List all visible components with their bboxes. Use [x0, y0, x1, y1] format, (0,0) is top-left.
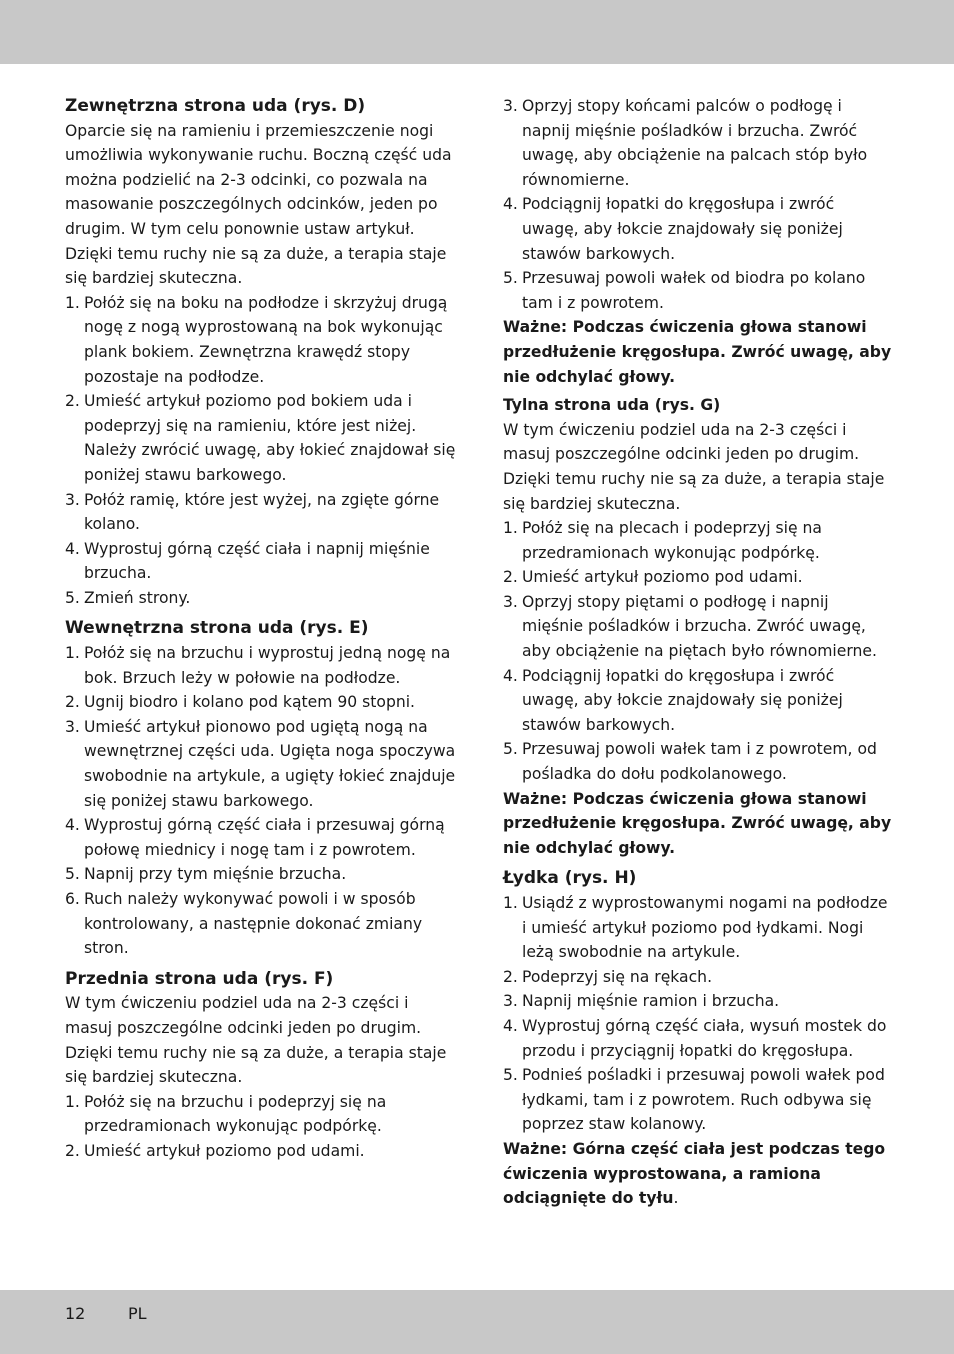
list-item: 2. Podeprzyj się na rękach.: [503, 967, 713, 986]
list-item: 5. Podnieś pośladki i przesuwaj powoli wałek pod łydkami, tam i z powrotem. Ruch odbywa się poprzez staw kolanowy.: [503, 1066, 885, 1134]
list-item: 4. Podciągnij łopatki do kręgosłupa i zwróć uwagę, aby łokcie znajdowały się poniżej stawów barkowych.: [503, 195, 843, 263]
list-item: 1. Połóż się na plecach i podeprzyj się na przedramionach wykonując podpórkę.: [503, 519, 822, 562]
steps-thigh-back: [503, 516, 893, 787]
page-number: 12: [65, 1304, 86, 1323]
important-note-back: Ważne: Podczas ćwiczenia głowa stanowi przedłużenie kręgosłupa. Zwróć uwagę, aby nie odchylać głowy.: [503, 789, 892, 857]
section-title-thigh-front: Przednia strona uda (rys. F): [65, 968, 334, 989]
section-title-thigh-outer: Zewnętrzna strona uda (rys. D): [65, 96, 366, 116]
section-intro-thigh-front: W tym ćwiczeniu podziel uda na 2-3 części i masuj poszczególne odcinki jeden po drugim. Dzięki temu ruchy nie są za duże, a terapia staje się bardziej skuteczna.: [65, 994, 447, 1087]
list-item: 5. Przesuwaj powoli wałek od biodra po kolano tam i z powrotem.: [503, 269, 866, 312]
list-item: 4. Wyprostuj górną część ciała i przesuwaj górną połowę miednicy i nogę tam i z powrotem.: [65, 816, 445, 859]
list-item: 3. Oprzyj stopy końcami palców o podłogę i napnij mięśnie pośladków i brzucha. Zwróć uwagę, aby obciążenie na palcach stóp było równomierne.: [503, 97, 868, 189]
list-item: 2. Umieść artykuł poziomo pod bokiem uda i podeprzyj się na ramieniu, które jest niżej. Należy zwrócić uwagę, aby łokieć znajdował się poniżej stawu barkowego.: [65, 392, 456, 484]
list-item: 1. Połóż się na brzuchu i wyprostuj jedną nogę na bok. Brzuch leży w połowie na podłodze.: [65, 644, 451, 687]
left-column: [65, 94, 457, 1164]
steps-thigh-inner: [65, 641, 457, 961]
list-item: 2. Umieść artykuł poziomo pod udami.: [503, 568, 803, 587]
list-item: 5. Napnij przy tym mięśnie brzucha.: [65, 865, 347, 884]
steps-thigh-front-continued: [503, 94, 893, 315]
list-item: 6. Ruch należy wykonywać powoli i w sposób kontrolowany, a następnie dokonać zmiany stron.: [65, 890, 423, 958]
language-code: PL: [128, 1304, 147, 1323]
steps-thigh-outer: [65, 291, 457, 611]
list-item: 2. Ugnij biodro i kolano pod kątem 90 stopni.: [65, 693, 416, 712]
list-item: 2. Umieść artykuł poziomo pod udami.: [65, 1141, 365, 1160]
list-item: 5. Zmień strony.: [65, 588, 191, 607]
list-item: 3. Oprzyj stopy piętami o podłogę i napnij mięśnie pośladków i brzucha. Zwróć uwagę, aby obciążenie na piętach było równomierne.: [503, 592, 877, 661]
section-intro-thigh-outer: Oparcie się na ramieniu i przemieszczenie nogi umożliwia wykonywanie ruchu. Boczną część uda można podzielić na 2-3 odcinki, co pozwala na masowanie poszczególnych odcinków, jeden po drugim. W tym celu ponownie ustaw artykuł. Dzięki temu ruchy nie są za duże, a terapia staje się bardziej skuteczna.: [65, 121, 452, 288]
list-item: 1. Połóż się na boku na podłodze i skrzyżuj drugą nogę z nogą wyprostowaną na bok wykonując plank bokiem. Zewnętrzna krawędź stopy pozostaje na podłodze.: [65, 293, 448, 386]
steps-calf: [503, 891, 893, 1137]
section-intro-thigh-back: W tym ćwiczeniu podziel uda na 2-3 części i masuj poszczególne odcinki jeden po drugim. Dzięki temu ruchy nie są za duże, a terapia staje się bardziej skuteczna.: [503, 420, 885, 513]
list-item: 4. Wyprostuj górną część ciała, wysuń mostek do przodu i przyciągnij łopatki do kręgosłupa.: [503, 1016, 887, 1060]
list-item: 1. Połóż się na brzuchu i podeprzyj się na przedramionach wykonując podpórkę.: [65, 1092, 387, 1136]
list-item: 3. Napnij mięśnie ramion i brzucha.: [503, 992, 780, 1011]
right-column: [503, 94, 893, 1211]
steps-thigh-front: [65, 1090, 457, 1164]
list-item: 3. Umieść artykuł pionowo pod ugiętą nogą na wewnętrznej części uda. Ugięta noga spoczywa swobodnie na artykule, a ugięty łokieć znajduje się poniżej stawu barkowego.: [65, 717, 456, 810]
list-item: 4. Podciągnij łopatki do kręgosłupa i zwróć uwagę, aby łokcie znajdowały się poniżej stawów barkowych.: [503, 666, 843, 734]
important-note-calf: Ważne: Górna część ciała jest podczas tego ćwiczenia wyprostowana, a ramiona odciągnięte do tyłu.: [503, 1139, 886, 1208]
list-item: 1. Usiądź z wyprostowanymi nogami na podłodze i umieść artykuł poziomo pod łydkami. Nogi leżą swobodnie na artykule.: [503, 894, 888, 962]
important-note-front: Ważne: Podczas ćwiczenia głowa stanowi przedłużenie kręgosłupa. Zwróć uwagę, aby nie odchylać głowy.: [503, 318, 892, 386]
list-item: 4. Wyprostuj górną część ciała i napnij mięśnie brzucha.: [65, 539, 430, 583]
list-item: 3. Połóż ramię, które jest wyżej, na zgięte górne kolano.: [65, 490, 440, 534]
section-title-thigh-back: Tylna strona uda (rys. G): [503, 396, 721, 415]
section-title-thigh-inner: Wewnętrzna strona uda (rys. E): [65, 618, 369, 639]
header-bar: [0, 0, 954, 64]
list-item: 5. Przesuwaj powoli wałek tam i z powrotem, od pośladka do dołu podkolanowego.: [503, 740, 877, 784]
section-title-calf: Łydka (rys. H): [503, 868, 637, 889]
